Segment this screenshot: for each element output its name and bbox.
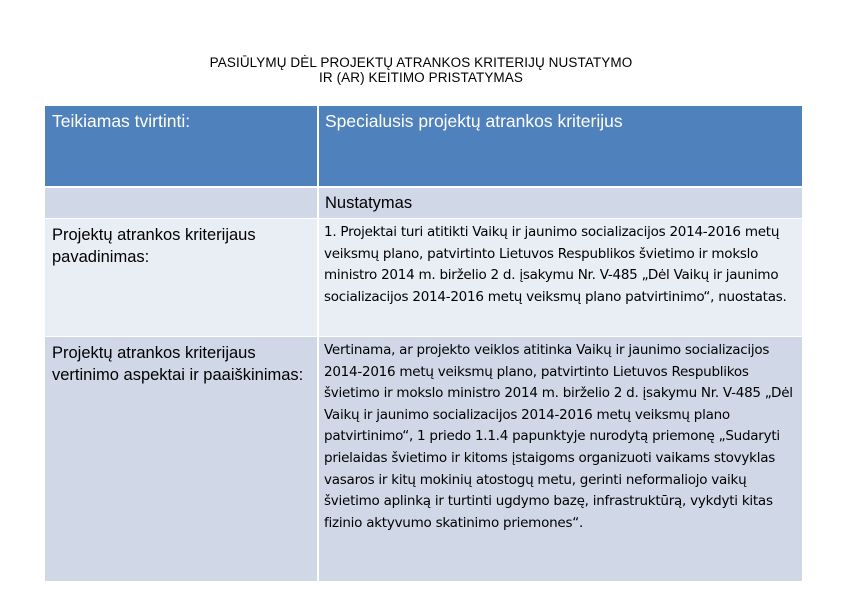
title-line-2: IR (AR) KEITIMO PRISTATYMAS [319,70,523,85]
row-2-text-cell [318,337,802,581]
page-title [0,55,842,85]
row-1-label-cell [45,219,318,337]
row-divider-2 [45,218,802,219]
subheader-cell [318,187,802,219]
row-2-text: Vertinama, ar projekto veiklos atitinka Vaikų ir jaunimo socializacijos 2014-2016 metų veiksmų plano, patvirtinto Lietuvos Respublikos švietimo ir mokslo ministro 2014 m. birželio 2 d. įsakymu Nr. V-485 „Dėl Vaikų ir jaunimo socializacijos 2014-2016 metų veiksmų plano patvirtinimo“, 1 priedo 1.1.4 papunktyje nurodytą priemonę „Sudaryti prielaidas švietimo ir kitoms įstaigoms organizuoti vaikams stovyklas vasaros ir kitų mokinių atostogų metu, gerinti neformaliojo vaikų švietimo aplinką ir turtinti ugdymo bazę, infrastruktūrą, vykdyti kitas fizinio aktyvumo skatinimo priemones“. [324,342,793,531]
header-right-label: Specialusis projektų atrankos kriterijus [325,111,623,131]
row-2-label-cell [45,337,318,581]
column-divider [317,106,319,581]
row-divider-1 [45,186,802,188]
subheader-left-cell [45,187,318,219]
title-line-1: PASIŪLYMŲ DĖL PROJEKTŲ ATRANKOS KRITERIJŲ NUSTATYMO [209,55,633,70]
subheader-label: Nustatymas [325,194,413,212]
header-left-label: Teikiamas tvirtinti: [52,111,191,131]
row-2-label: Projektų atrankos kriterijaus vertinimo aspektai ir paaiškinimas: [52,344,304,384]
header-left-cell [45,106,318,187]
row-1-label: Projektų atrankos kriterijaus pavadinimas: [52,226,256,266]
row-1-text-cell [318,219,802,337]
row-1-text: 1. Projektai turi atitikti Vaikų ir jaunimo socializacijos 2014-2016 metų veiksmų plano, patvirtinto Lietuvos Respublikos švietimo ir mokslo ministro 2014 m. birželio 2 d. įsakymu Nr. V-485 „Dėl Vaikų ir jaunimo socializacijos 2014-2016 metų veiksmų plano patvirtinimo“, nuostatas. [324,224,787,305]
row-divider-3 [45,336,802,337]
criteria-table [45,106,802,581]
header-right-cell [318,106,802,187]
